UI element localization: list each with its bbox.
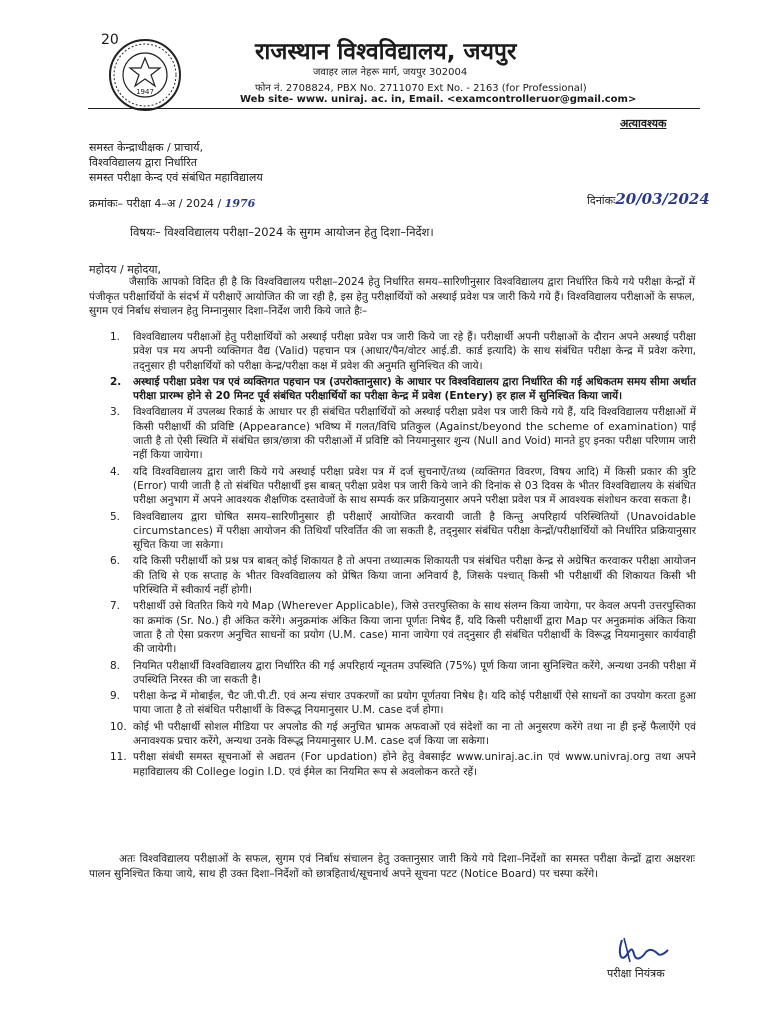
- list-item: 5. विश्वविद्यालय द्वारा घोषित समय–सारिणीनुसार ही परीक्षाऐं आयोजित करवायी जाती है किन्तु अपरिहार्य परिस्थितियों (Unavoidable circumstances) में परीक्षा आयोजन की तिथियाँ परिवर्तित की जा सकती है, तद्नुसार संबंधित परीक्षा केन्द्रों/परीक्षार्थियों को निर्धारित प्रक्रियानुसार सूचित किया जा सकेगा।: [110, 510, 696, 552]
- phone-line: फोन नं. 2708824, PBX No. 2711070 Ext No. - 2163 (for Professional): [255, 83, 587, 94]
- list-item: 11. परीक्षा संबंधी समस्त सूचनाओं से अद्यतन (For updation) होने हेतु वेबसाईट www.uniraj.ac.in एवं www.univraj.org तथा अपने महाविद्यालय की College login I.D. एवं ईमेल का नियमित रूप से अवलोकन करते रहें।: [110, 751, 696, 778]
- salutation: महोदय / महोदया,: [89, 263, 162, 276]
- closing-paragraph: अतः विश्वविद्यालय परीक्षाओं के सफल, सुगम एवं निर्बाध संचालन हेतु उक्तानुसार जारी किये गये दिशा–निर्देशों का समस्त परीक्षा केन्द्रों द्वारा अक्षरशः पालन सुनिश्चित किया जाये, साथ ही उक्त दिशा–निर्देशों को छात्रहितार्थ/सूचनार्थ अपने सूचना पटट (Notice Board) पर चस्पा करेंगे।: [89, 853, 695, 880]
- addressee-line: विश्वविद्यालय द्वारा निर्धारित: [89, 156, 198, 169]
- list-item: 2. अस्थाई परीक्षा प्रवेश पत्र एवं व्यक्तिगत पहचान पत्र (उपरोक्तानुसार) के आधार पर विश्वविद्यालय द्वारा निर्धारित की गई अधिकतम समय सीमा अर्थात परीक्षा प्रारम्भ होने से 20 मिनट पूर्व संबंधित परीक्षार्थियों का परीक्षा केन्द्र में प्रवेश (Entery) हर हाल में सुनिश्चित किया जायें।: [110, 375, 696, 403]
- letter-date: [587, 190, 710, 208]
- reference-handwritten-number: 1976: [224, 197, 256, 210]
- list-item: 7. परीक्षार्थी उसे वितरित किये गये Map (Wherever Applicable), जिसे उत्तरपुस्तिका के साथ संलग्न किया जायेगा, पर केवल अपनी उत्तरपुस्तिका का क्रमांक (Sr. No.) ही अंकित करेंगे। अनुक्रमांक अंकित किया जाना पूर्णतः निषेद हैं, यदि किसी परीक्षार्थी द्वारा Map पर अनुक्रमांक अंकित किया जाता है तो ऐसा प्रकरण अनुचित साधनों का प्रयोग (U.M. case) माना जायेगा एवं तद्नुसार ही संबंधित परीक्षार्थी के विरूद्ध नियमानुसार कार्यवाही की जायेगी।: [110, 600, 696, 656]
- subject-line: विषयः– विश्वविद्यालय परीक्षा–2024 के सुगम आयोजन हेतु दिशा–निर्देश।: [130, 225, 434, 239]
- date-handwritten-value: 20/03/2024: [615, 190, 710, 208]
- web-line: Web site- www. uniraj. ac. in, Email. <examcontrolleruor@gmail.com>: [240, 94, 637, 105]
- urgent-label: अत्यावश्यक: [620, 117, 667, 130]
- address-line: जवाहर लाल नेहरू मार्ग, जयपुर 302004: [313, 67, 468, 78]
- list-item: 1. विश्वविद्यालय परीक्षाओं हेतु परीक्षार्थियों को अस्थाई परीक्षा प्रवेश पत्र जारी किये जा रहे हैं। परीक्षार्थी अपनी परीक्षाओं के दौरान अपने अस्थाई परीक्षा प्रवेश पत्र मय अपनी व्यक्तिगत वैद्य (Valid) पहचान पत्र (आधार/पैन/वोटर आई.डी. कार्ड इत्यादि) के साथ संबंधित परीक्षा केन्द्र में प्रवेश करेगा, तद्नुसार ही परीक्षार्थियों को परीक्षा केन्द्र/परीक्षा कक्ष में प्रवेश की अनुमति सुनिश्चित की जाये।: [110, 331, 696, 372]
- addressee-block: [89, 140, 263, 185]
- letterhead-divider: [88, 108, 700, 109]
- list-item: 4. यदि विश्वविद्यालय द्वारा जारी किये गये अस्थाई परीक्षा प्रवेश पत्र में दर्ज सुचनाऐं/तथ्य (व्यक्तिगत विवरण, विषय आदि) में किसी प्रकार की त्रुटि (Error) पायी जाती है तो संबंधित परीक्षार्थी इस बाबत् परीक्षा प्रवेश पत्र जारी किये जाने की दिनांक से 03 दिवस के भीतर विश्वविद्यालय के संबंधित परीक्षा अनुभाग में अपने आवश्यक शैक्षणिक दस्तावेजों के साथ सम्पर्क कर प्रक्रियानुसार अपने परीक्षा प्रवेश पत्र में आवश्यक संशोधन करवा सकता है।: [110, 465, 696, 507]
- list-item: 8. नियमित परीक्षार्थी विश्वविद्यालय द्वारा निर्धारित की गई अपरिहार्य न्यूनतम उपस्थिति (75%) पूर्ण किया जाना सुनिश्चित करेंगे, अन्यथा उनकी परीक्षा में उपस्थिति निरस्त की जा सकती है।: [110, 659, 696, 686]
- list-item: 3. विश्वविद्यालय में उपलब्ध रिकार्ड के आधार पर ही संबंधित परीक्षार्थियों को अस्थाई परीक्षा प्रवेश पत्र जारी किये गये हैं, यदि विश्वविद्यालय परीक्षाओं में किसी परीक्षार्थी की प्रविष्टि (Appearance) भविष्य में गलत/विधि प्रतिकुल (Against/beyond the scheme of examination) पाई जाती है तो ऐसी स्थिति में संबंधित छात्र/छात्रा की परीक्षाओं में प्रविष्टि को नियमानुसार शुन्य (Null and Void) मानते हुए इनका परीक्षा परिणाम जारी नहीं किया जायेगा।: [110, 406, 696, 462]
- guidelines-list: [110, 330, 696, 781]
- addressee-line: समस्त केन्द्राधीक्षक / प्राचार्य,: [89, 141, 204, 154]
- seal-year: 1947: [136, 88, 154, 96]
- university-seal-icon: [108, 38, 182, 112]
- list-item: 9. परीक्षा केन्द्र में मोबाईल, चैट जी.पी.टी. एवं अन्य संचार उपकरणों का प्रयोग पूर्णतया निषेध है। यदि कोई परीक्षार्थी ऐसे साधनों का उपयोग करता हुआ पाया जाता है तो संबंधित परीक्षार्थी के विरूद्ध नियमानुसार U.M. case दर्ज होगा।: [110, 690, 696, 717]
- page-number: 20: [101, 32, 119, 48]
- list-item: 10. कोई भी परीक्षार्थी सोशल मीडिया पर अपलोड की गई अनुचित भ्रामक अफवाओं एवं संदेशों का ना तो अनुसरण करेंगे तथा ना ही इन्हें फैलाऐंगे एवं अनावश्यक प्रचार करेंगे, अन्यथा उनके विरूद्ध नियमानुसार U.M. case दर्ज किया जा सकेगा।: [110, 720, 696, 748]
- date-label: दिनांकः: [587, 194, 616, 207]
- reference-prefix: क्रमांकः– परीक्षा 4–अ / 2024 /: [89, 197, 222, 210]
- reference-number: [89, 196, 255, 211]
- list-item: 6. यदि किसी परीक्षार्थी को प्रश्न पत्र बाबत् कोई शिकायत है तो अपना तथ्यात्मक शिकायती पत्र संबंधित परीक्षा केन्द्र से अग्रेषित करवाकर परीक्षा आयोजन की तिथि से एक सप्ताह के भीतर विश्वविद्यालय को प्रेषित किया जाना अनिवार्य है, जिसके पश्चात् किसी भी परीक्षार्थी की शिकायत किसी भी परिस्थिति में स्वीकार्य नहीं होगी।: [110, 555, 696, 597]
- university-name: राजस्थान विश्वविद्यालय, जयपुर: [255, 39, 517, 65]
- signature-icon: [612, 932, 670, 968]
- intro-paragraph: जैसाकि आपको विदित ही है कि विश्वविद्यालय परीक्षा–2024 हेतु निर्धारित समय–सारिणीनुसार विश्वविद्यालय द्वारा निर्धारित किये गये परीक्षा केन्द्रों में पंजीकृत परीक्षार्थियों के संदर्भ में परीक्षाऐं आयोजित की जा रही है, इस हेतु परीक्षार्थियों को अस्थाई प्रवेश पत्र जारी किये गये हैं। विश्वविद्यालय परीक्षाओं के सफल, सुगम एवं निर्बाध संचालन हेतु निम्नानुसार दिशा–निर्देश जारी किये जाते हैः–: [89, 276, 695, 317]
- signer-title: परीक्षा नियंत्रक: [607, 967, 665, 980]
- addressee-line: समस्त परीक्षा केन्द एवं संबंधित महाविद्यालय: [89, 171, 263, 184]
